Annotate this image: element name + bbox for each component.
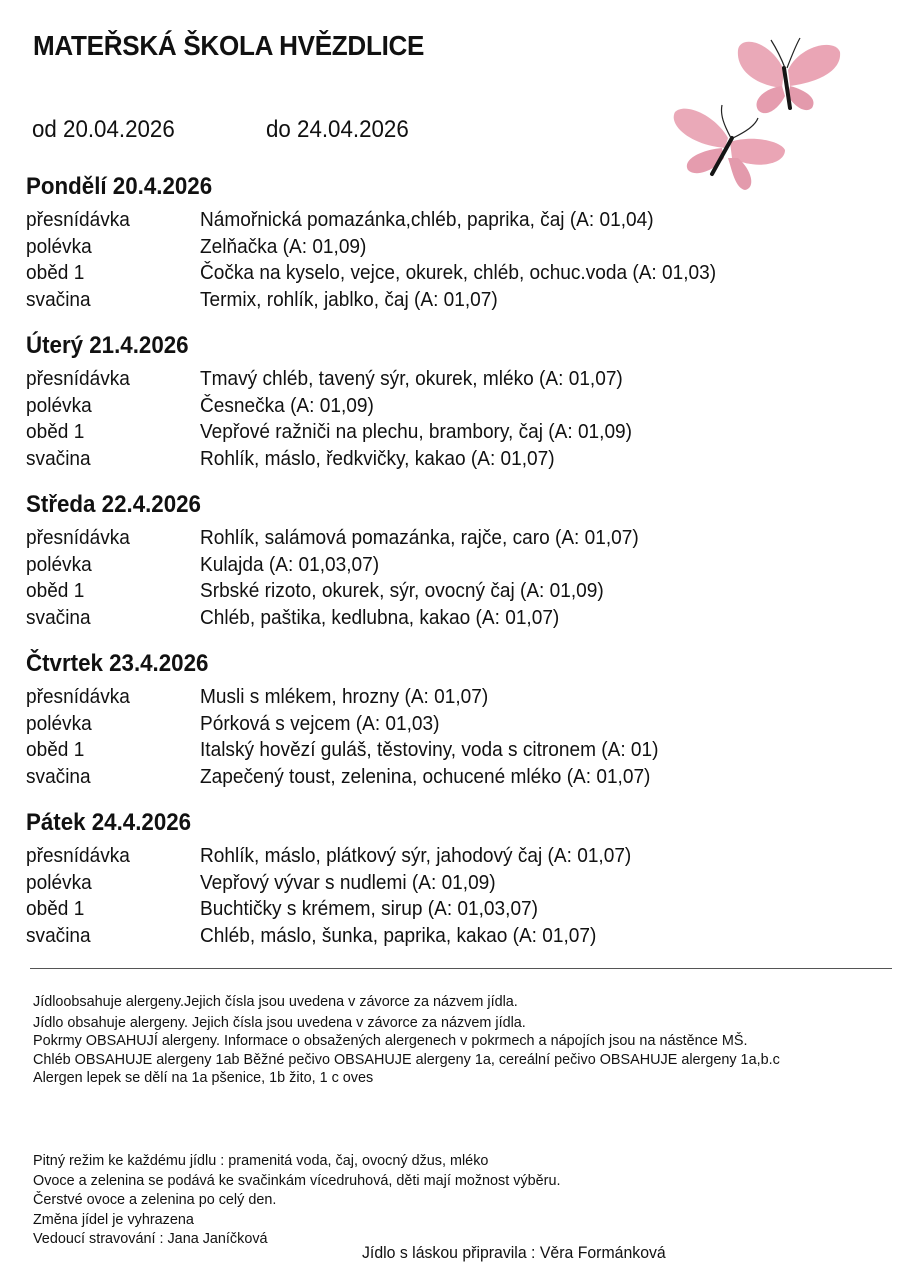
meal-row	[26, 711, 886, 738]
school-title: MATEŘSKÁ ŠKOLA HVĚZDLICE	[33, 30, 425, 61]
meal-description: Pórková s vejcem (A: 01,03)	[200, 711, 440, 735]
meal-description: Srbské rizoto, okurek, sýr, ovocný čaj (A: 01,09)	[200, 579, 604, 602]
date-from: od 20.04.2026	[32, 116, 175, 143]
note-line: Chléb OBSAHUJE alergeny 1ab Běžné pečivo OBSAHUJE alergeny 1a, cereální pečivo OBSAHUJE alergeny 1a,b.c	[33, 1050, 780, 1068]
meal-description: Musli s mlékem, hrozny (A: 01,07)	[200, 685, 489, 708]
meal-type: polévka	[26, 870, 92, 894]
day-tuesday	[26, 330, 886, 472]
note-line: Změna jídel je vyhrazena	[33, 1210, 194, 1228]
meal-type: svačina	[26, 923, 91, 947]
meal-description: Termix, rohlík, jablko, čaj (A: 01,07)	[200, 287, 498, 311]
meal-description: Čočka na kyselo, vejce, okurek, chléb, ochuc.voda (A: 01,03)	[200, 261, 717, 284]
meal-description: Tmavý chléb, tavený sýr, okurek, mléko (A: 01,07)	[200, 367, 623, 390]
day-title: Pondělí 20.4.2026	[26, 173, 213, 200]
note-line: Čerstvé ovoce a zelenina po celý den.	[33, 1191, 277, 1208]
meal-type: polévka	[26, 711, 92, 735]
meal-type: oběd 1	[26, 420, 85, 443]
meal-type: přesnídávka	[26, 526, 130, 549]
note-line: Pokrmy OBSAHUJÍ alergeny. Informace o obsažených alergenech v pokrmech a nápojích jsou na nástěnce MŠ.	[33, 1032, 748, 1049]
meal-row	[26, 870, 886, 897]
meal-row	[26, 419, 886, 446]
meal-row	[26, 605, 886, 632]
day-title: Středa 22.4.2026	[26, 491, 201, 518]
day-title: Čtvrtek 23.4.2026	[26, 650, 209, 677]
meal-row	[26, 287, 886, 314]
day-title: Pátek 24.4.2026	[26, 809, 192, 836]
meal-type: polévka	[26, 393, 92, 417]
meal-row	[26, 578, 886, 605]
meal-type: přesnídávka	[26, 685, 130, 708]
meal-description: Česnečka (A: 01,09)	[200, 393, 374, 417]
meal-description: Buchtičky s krémem, sirup (A: 01,03,07)	[200, 897, 538, 920]
meal-description: Chléb, máslo, šunka, paprika, kakao (A: 01,07)	[200, 923, 597, 947]
meal-description: Kulajda (A: 01,03,07)	[200, 552, 380, 576]
meal-row	[26, 684, 886, 711]
meal-type: polévka	[26, 234, 92, 258]
meal-description: Rohlík, máslo, plátkový sýr, jahodový čaj (A: 01,07)	[200, 844, 632, 867]
meal-type: oběd 1	[26, 738, 85, 761]
meal-row	[26, 843, 886, 870]
meal-description: Zapečený toust, zelenina, ochucené mléko (A: 01,07)	[200, 764, 651, 788]
meal-type: přesnídávka	[26, 367, 130, 390]
meal-description: Chléb, paštika, kedlubna, kakao (A: 01,07)	[200, 605, 560, 629]
note-line: Jídlo obsahuje alergeny. Jejich čísla jsou uvedena v závorce za názvem jídla.	[33, 1013, 526, 1031]
day-friday	[26, 807, 886, 949]
meal-row	[26, 207, 886, 234]
meal-description: Zelňačka (A: 01,09)	[200, 234, 367, 258]
meal-row	[26, 260, 886, 287]
note-line: Jídloobsahuje alergeny.Jejich čísla jsou uvedena v závorce za názvem jídla.	[33, 993, 518, 1010]
general-notes	[33, 1151, 582, 1249]
meal-type: polévka	[26, 552, 92, 576]
butterfly-icon	[738, 38, 840, 113]
meal-row	[26, 896, 886, 923]
meal-row	[26, 393, 886, 420]
note-line: Ovoce a zelenina se podává ke svačinkám vícedruhová, děti mají možnost výběru.	[33, 1171, 561, 1189]
meal-row	[26, 366, 886, 393]
weekly-menu	[26, 171, 886, 966]
note-line: Pitný režim ke každému jídlu : pramenitá voda, čaj, ovocný džus, mléko	[33, 1152, 489, 1169]
meal-row	[26, 552, 886, 579]
meal-type: oběd 1	[26, 579, 85, 602]
day-wednesday	[26, 489, 886, 631]
meal-description: Italský hovězí guláš, těstoviny, voda s citronem (A: 01)	[200, 738, 659, 761]
date-to: do 24.04.2026	[266, 116, 409, 143]
meal-type: svačina	[26, 446, 91, 470]
meal-type: svačina	[26, 287, 91, 311]
meal-type: přesnídávka	[26, 844, 130, 867]
meal-description: Vepřový vývar s nudlemi (A: 01,09)	[200, 870, 496, 894]
meal-description: Rohlík, máslo, ředkvičky, kakao (A: 01,07)	[200, 446, 555, 470]
meal-type: svačina	[26, 764, 91, 788]
meal-row	[26, 525, 886, 552]
meal-type: přesnídávka	[26, 208, 130, 231]
divider-line	[30, 968, 892, 969]
meal-row	[26, 923, 886, 950]
meal-type: oběd 1	[26, 261, 85, 284]
meal-row	[26, 446, 886, 473]
meal-row	[26, 737, 886, 764]
day-title: Úterý 21.4.2026	[26, 332, 189, 359]
meal-type: svačina	[26, 605, 91, 629]
meal-description: Námořnická pomazánka,chléb, paprika, čaj (A: 01,04)	[200, 208, 654, 231]
meal-row	[26, 764, 886, 791]
allergen-notes	[33, 993, 873, 1088]
meal-row	[26, 234, 886, 261]
note-line: Alergen lepek se dělí na 1a pšenice, 1b žito, 1 c oves	[33, 1069, 374, 1086]
meal-description: Vepřové ražniči na plechu, brambory, čaj (A: 01,09)	[200, 420, 633, 443]
meal-description: Rohlík, salámová pomazánka, rajče, caro (A: 01,07)	[200, 526, 639, 549]
day-monday	[26, 171, 886, 313]
meal-type: oběd 1	[26, 897, 85, 920]
cook-signature: Jídlo s láskou připravila : Věra Formánková	[362, 1244, 666, 1262]
catering-manager: Vedoucí stravování : Jana Janíčková	[33, 1230, 268, 1247]
day-thursday	[26, 648, 886, 790]
